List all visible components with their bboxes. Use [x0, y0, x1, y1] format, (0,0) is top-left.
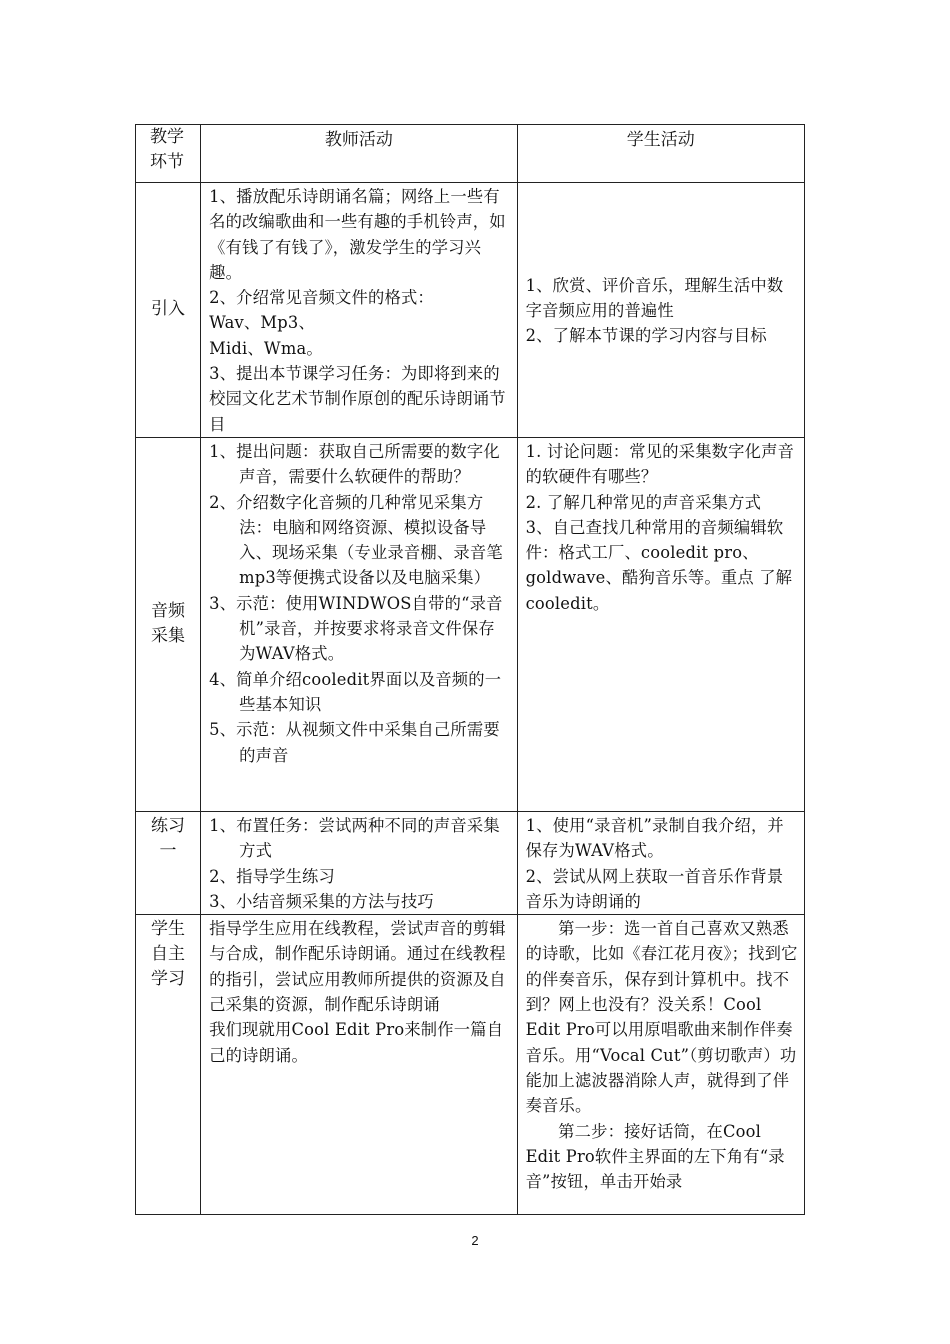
table-row: [136, 437, 805, 811]
student-cell: [517, 811, 804, 914]
teacher-item: 5、示范：从视频文件中采集自己所需要的声音: [209, 720, 500, 765]
student-item: 第一步：选一首自己喜欢又熟悉的诗歌，比如《春江花月夜》；找到它的伴奏音乐，保存到计算机中。找不到？网上也没有？没关系！Cool Edit Pro可以用原唱歌曲来制作伴奏音乐。用“Vocal Cut”（剪切歌声）功能加上滤波器消除人声，就得到了伴奏音乐。: [525, 919, 798, 1116]
lesson-plan-table: [135, 124, 805, 1215]
stage-label: 引入: [151, 299, 186, 320]
stage-cell: [136, 437, 201, 811]
teacher-item: 1、提出问题：获取自己所需要的数字化声音，需要什么软硬件的帮助？: [209, 441, 500, 487]
table-row: [136, 183, 805, 438]
teacher-item: Midi、Wma。: [209, 338, 323, 358]
student-item: 2、了解本节课的学习内容与目标: [525, 326, 767, 346]
teacher-item: 2、指导学生练习: [209, 866, 336, 886]
student-item: 第二步：接好话筒，在Cool Edit Pro软件主界面的左下角有“录音”按钮，单击开始录: [525, 1121, 785, 1192]
student-item: 1. 讨论问题：常见的采集数字化声音的软硬件有哪些？: [525, 441, 795, 487]
stage-cell: [136, 811, 201, 914]
teacher-cell: [201, 183, 517, 438]
student-item: 1、欣赏、评价音乐，理解生活中数字音频应用的普遍性: [525, 275, 784, 320]
header-teacher: 教师活动: [201, 125, 517, 183]
teacher-item: Wav、Mp3、: [209, 313, 315, 333]
stage-label: 练习一: [151, 815, 186, 861]
stage-label: 音频采集: [151, 601, 186, 647]
teacher-item: 1、布置任务：尝试两种不同的声音采集方式: [209, 815, 500, 861]
table-header-row: [136, 125, 805, 183]
page-number: 2: [471, 1233, 479, 1248]
student-cell: [517, 915, 804, 1215]
teacher-item: 1、播放配乐诗朗诵名篇；网络上一些有名的改编歌曲和一些有趣的手机铃声，如《有钱了有钱了》，激发学生的学习兴趣。: [209, 187, 506, 282]
student-item: 3、自己查找几种常用的音频编辑软件：格式工厂、cooledit pro、goldwave、酷狗音乐等。重点 了解cooledit。: [525, 517, 793, 613]
teacher-item: 3、示范：使用WINDWOS自带的“录音机”录音，并按要求将录音文件保存为WAV格式。: [209, 593, 503, 664]
teacher-item: 4、简单介绍cooledit界面以及音频的一些基本知识: [209, 669, 502, 714]
student-cell: [517, 437, 804, 811]
teacher-item: 2、介绍数字化音频的几种常见采集方法：电脑和网络资源、模拟设备导入、现场采集（专业录音棚、录音笔mp3等便携式设备以及电脑采集）: [209, 492, 503, 588]
student-item: 1、使用“录音机”录制自我介绍，并保存为WAV格式。: [525, 815, 784, 861]
header-student: 学生活动: [517, 125, 804, 183]
teacher-cell: [201, 437, 517, 811]
table-row: [136, 915, 805, 1215]
teacher-item: 3、提出本节课学习任务：为即将到来的校园文化艺术节制作原创的配乐诗朗诵节目: [209, 364, 506, 434]
teacher-item: 指导学生应用在线教程，尝试声音的剪辑与合成，制作配乐诗朗诵。通过在线教程的指引，尝试应用教师所提供的资源及自己采集的资源，制作配乐诗朗诵: [209, 919, 506, 1015]
header-stage-text: 教学环节: [150, 127, 184, 172]
stage-cell: [136, 183, 201, 438]
teacher-item: 3、小结音频采集的方法与技巧: [209, 891, 434, 911]
table-row: [136, 811, 805, 914]
student-item: 2、尝试从网上获取一首音乐作背景音乐为诗朗诵的: [525, 866, 784, 911]
header-stage: [136, 125, 201, 183]
student-cell: [517, 183, 804, 438]
stage-label: 学生自主学习: [151, 919, 186, 990]
student-item: 2. 了解几种常见的声音采集方式: [525, 492, 762, 512]
stage-cell: [136, 915, 201, 1215]
teacher-item: 2、介绍常见音频文件的格式：: [209, 288, 434, 308]
teacher-cell: [201, 811, 517, 914]
teacher-cell: [201, 915, 517, 1215]
teacher-item: 我们现就用Cool Edit Pro来制作一篇自己的诗朗诵。: [209, 1020, 504, 1065]
